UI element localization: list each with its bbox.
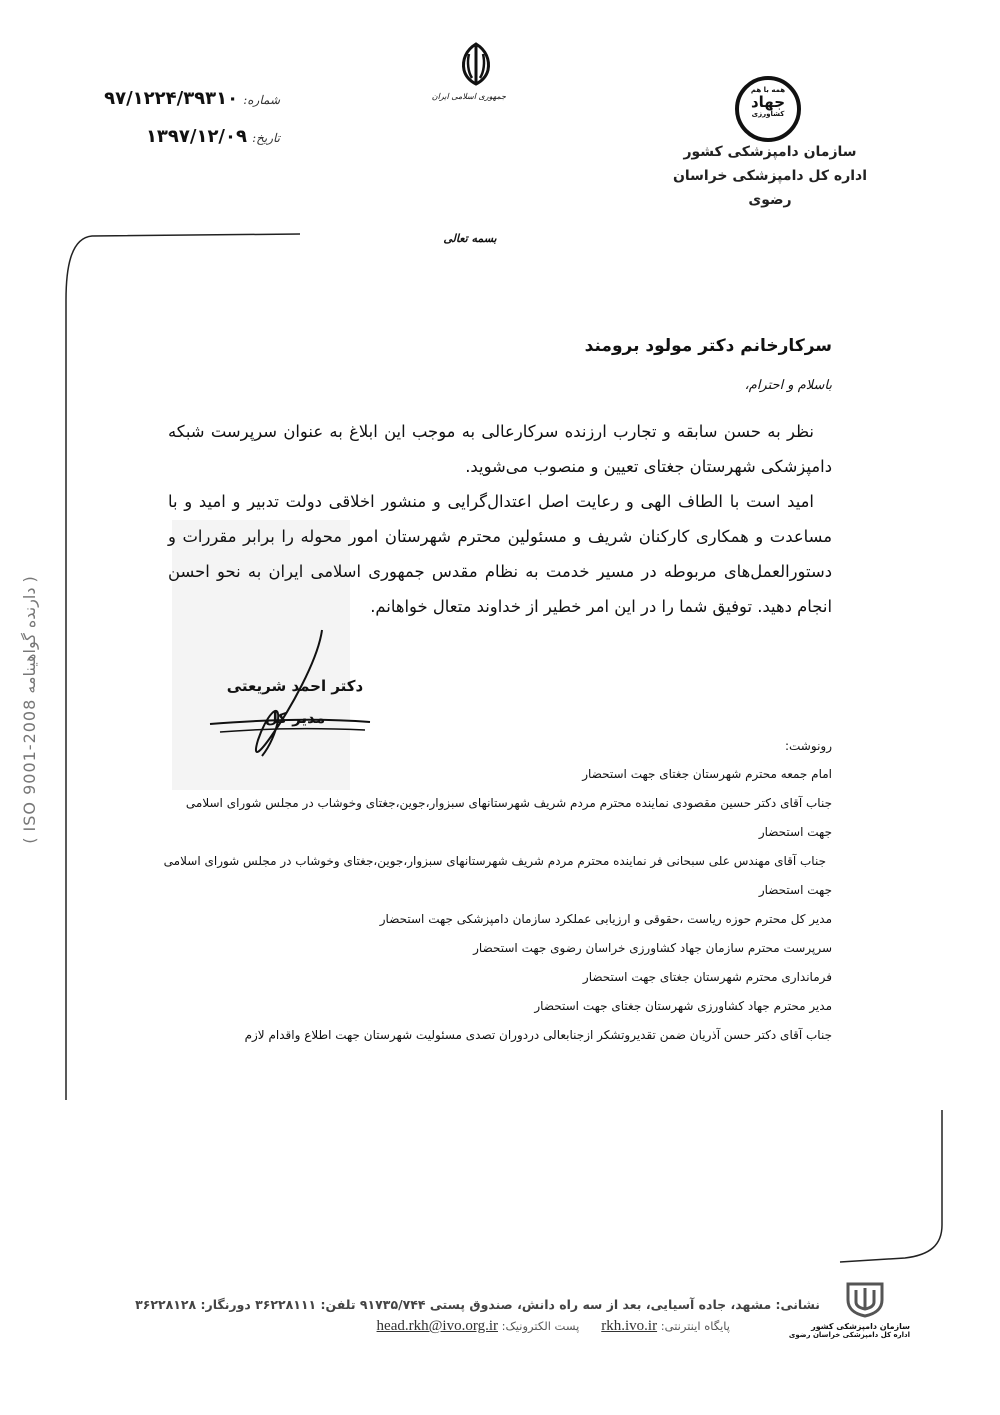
letter-date-value: ۱۳۹۷/۱۲/۰۹ (145, 126, 247, 147)
ivo-logo-icon (840, 1280, 890, 1318)
paragraph-1: نظر به حسن سابقه و تجارب ارزنده سرکارعالی به موجب این ابلاغ به عنوان سرپرست شبکه دامپزشکی شهرستان جغتای تعیین و منصوب می‌شوید. (168, 422, 832, 476)
email-link[interactable]: head.rkh@ivo.org.ir (376, 1318, 498, 1334)
letter-date (145, 126, 280, 147)
footer-contact (300, 1318, 730, 1335)
jahad-logo-text: جهاد (750, 93, 786, 111)
website-link[interactable]: rkh.ivo.ir (601, 1318, 658, 1334)
organization-name (660, 140, 880, 212)
org-line-1: سازمان دامپزشکی کشور (683, 144, 857, 160)
letter-body (168, 414, 832, 624)
cc-title: رونوشت: (784, 739, 832, 753)
cc-item: سرپرست محترم سازمان جهاد کشاورزی خراسان رضوی جهت استحضار (473, 941, 832, 955)
footer-org-logo (788, 1280, 910, 1339)
ivo-logo-line1: سازمان دامپزشکی کشور (811, 1322, 910, 1331)
paragraph-2: امید است با الطاف الهی و رعایت اصل اعتدال‌گرایی و منشور اخلاقی دولت تدبیر و امید و با مساعدت و همکاری کارکنان شریف و مسئولین محترم شهرستان امور محوله را برابر مقررات و دستورالعمل‌های مربوطه در مسیر خدمت به نظام مقدس جمهوری اسلامی ایران به نحو احسن انجام دهید. توفیق شما را در این امر خطیر از خداوند متعال خواهانم. (168, 492, 832, 616)
cc-item: مدیر محترم جهاد کشاورزی شهرستان جغتای جهت استحضار (534, 999, 832, 1013)
org-line-2: اداره کل دامپزشکی خراسان رضوی (672, 168, 868, 208)
cc-item: جناب آقای دکتر حسن آذریان ضمن تقدیروتشکر ازجنابعالی دردوران تصدی مسئولیت شهرستان جهت اطلاع واقدام لازم (244, 1028, 832, 1042)
website-label: پایگاه اینترنتی: (660, 1319, 730, 1333)
cc-item: مدیر کل محترم حوزه ریاست ،حقوقی و ارزیابی عملکرد سازمان دامپزشکی جهت استحضار (379, 912, 832, 926)
cc-item: فرمانداری محترم شهرستان جغتای جهت استحضار (582, 970, 832, 984)
letter-number (104, 88, 280, 109)
email-label: پست الکترونیک: (501, 1319, 580, 1333)
letter-number-label: شماره: (243, 93, 280, 107)
cc-item: جناب آقای مهندس علی سبحانی فر نماینده محترم مردم شریف شهرستانهای سبزوار،جوین،جغتای وخوشاب در مجلس شورای اسلامی (163, 854, 826, 868)
cc-item: جناب آقای دکتر حسین مقصودی نماینده محترم مردم شریف شهرستانهای سبزوار،جوین،جغتای وخوشاب در مجلس شورای اسلامی (185, 796, 832, 810)
jahad-logo (735, 76, 801, 142)
emblem-icon (456, 40, 496, 88)
cc-item: جهت استحضار (758, 883, 832, 897)
letter-number-value: ۹۷/۱۲۲۴/۳۹۳۱۰ (104, 88, 239, 109)
emblem-caption: جمهوری اسلامی ایران (431, 92, 506, 101)
cc-item: امام جمعه محترم شهرستان جغتای جهت استحضار (582, 767, 832, 781)
greeting: باسلام و احترام، (744, 378, 832, 393)
iso-side-text: ( دارنده گواهینامه ISO 9001-2008 ) (20, 576, 39, 844)
recipient: سرکارخانم دکتر مولود برومند (584, 336, 832, 356)
ivo-logo-line2: اداره کل دامپزشکی خراسان رضوی (788, 1331, 910, 1339)
cc-item: جهت استحضار (758, 825, 832, 839)
signer-title: مدیر کل (264, 709, 326, 727)
jahad-logo-bottom: کشاورزی (751, 110, 785, 118)
handwritten-signature (200, 620, 380, 770)
besmellah: بسمه تعالی (443, 232, 497, 245)
cc-list (100, 760, 832, 1050)
jahad-logo-top: همه با هم (750, 86, 786, 94)
letter-date-label: تاریخ: (252, 131, 280, 145)
signer-name: دکتر احمد شریعتی (226, 677, 364, 695)
footer-address: نشانی: مشهد، جاده آسیایی، بعد از سه راه دانش، صندوق پستی ۹۱۷۳۵/۷۴۴ تلفن: ۳۶۲۲۸۱۱۱ دورنگار: ۳۶۲۲۸۱۲۸ (135, 1297, 820, 1312)
iran-emblem (431, 40, 506, 101)
